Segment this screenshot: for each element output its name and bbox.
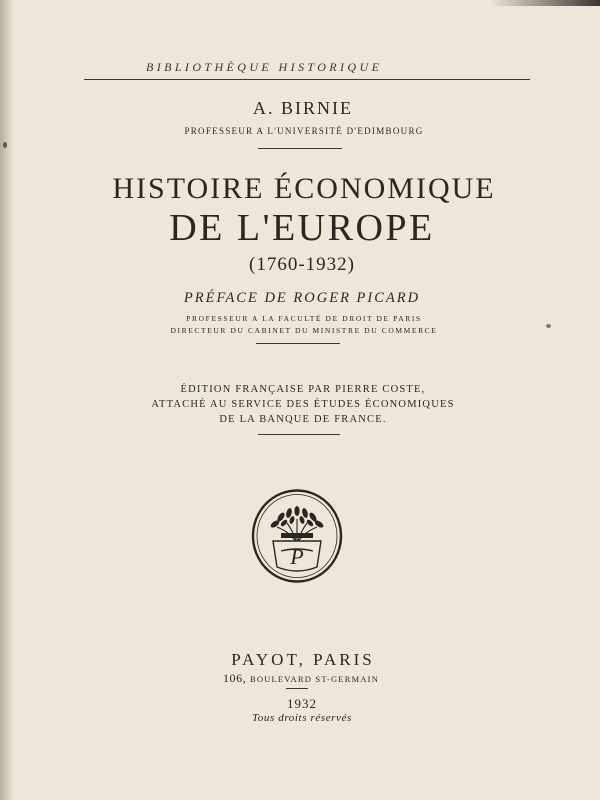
edition-line-2: ATTACHÉ AU SERVICE DES ÉTUDES ÉCONOMIQUES [151, 399, 455, 410]
street-number: 106, [222, 671, 247, 685]
publisher-name: PAYOT, PARIS [231, 650, 375, 669]
publication-year: 1932 [287, 696, 317, 711]
edition-line-3: DE LA BANQUE DE FRANCE. [219, 414, 387, 425]
book-title-line-1: HISTOIRE ÉCONOMIQUE [112, 172, 496, 205]
street-name: BOULEVARD ST-GERMAIN [249, 674, 380, 684]
publisher-address [0, 671, 600, 686]
emblem-monogram: P [290, 544, 304, 569]
preface-role-2: DIRECTEUR DU CABINET DU MINISTRE DU COMMERCE [170, 326, 438, 335]
preface-role-1: PROFESSEUR A LA FACULTÉ DE DROIT DE PARIS [186, 314, 422, 323]
divider-edition [258, 434, 340, 435]
edition-line-1: ÉDITION FRANÇAISE PAR PIERRE COSTE, [180, 384, 426, 395]
divider-preface [256, 343, 340, 344]
book-title-line-2: DE L'EUROPE [169, 207, 435, 249]
author-affiliation: PROFESSEUR A L'UNIVERSITÉ D'EDIMBOURG [184, 126, 424, 136]
header-rule [84, 79, 530, 80]
divider-publisher [286, 688, 308, 689]
divider-author [258, 148, 342, 149]
paper-speck [546, 324, 551, 328]
publisher-emblem-icon [251, 489, 343, 583]
binding-mark [3, 142, 7, 148]
preface-credit: PRÉFACE DE ROGER PICARD [183, 290, 421, 306]
author-name: A. BIRNIE [253, 98, 353, 118]
book-dates: (1760-1932) [249, 254, 355, 275]
series-title: BIBLIOTHÈQUE HISTORIQUE [146, 60, 383, 74]
rights-notice: Tous droits réservés [252, 712, 352, 724]
